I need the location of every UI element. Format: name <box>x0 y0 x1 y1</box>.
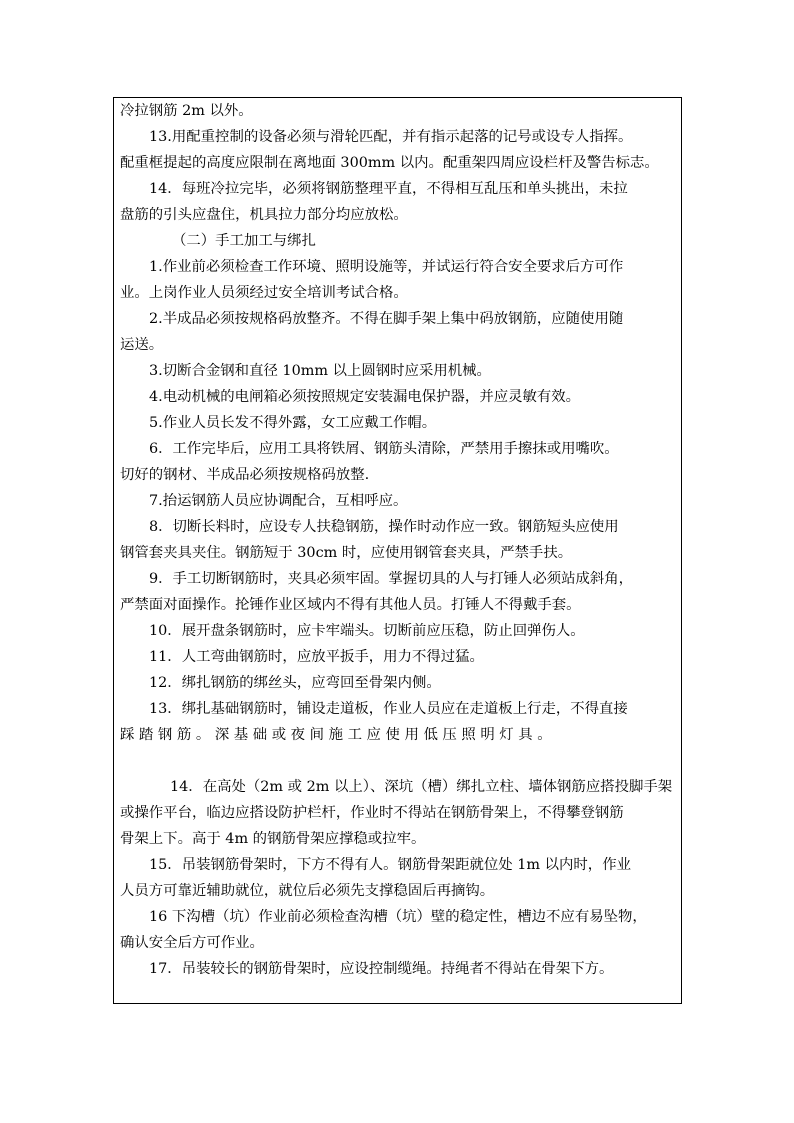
text-line: 确认安全后方可作业。 <box>120 935 264 951</box>
text-line: 16 下沟槽（坑）作业前必须检查沟槽（坑）壁的稳定性，槽边不应有易坠物， <box>149 909 647 925</box>
text-line: 12．绑扎钢筋的绑丝头，应弯回至骨架内侧。 <box>149 675 441 691</box>
text-line: 切好的钢材、半成品必须按规格码放整. <box>120 467 370 483</box>
text-line: 人员方可靠近辅助就位，就位后必须先支撑稳固后再摘钩。 <box>120 883 495 899</box>
text-line: 13.用配重控制的设备必须与滑轮匹配，并有指示起落的记号或设专人指挥。 <box>149 129 633 145</box>
text-line: 8．切断长料时，应设专人扶稳钢筋，操作时动作应一致。钢筋短头应使用 <box>149 519 619 535</box>
text-line: 配重框提起的高度应限制在离地面 300mm 以内。配重架四周应设栏杆及警告标志。 <box>120 155 659 171</box>
text-line: 冷拉钢筋 2m 以外。 <box>120 103 253 119</box>
text-line: 17．吊装较长的钢筋骨架时，应设控制缆绳。持绳者不得站在骨架下方。 <box>149 961 614 977</box>
text-line: 严禁面对面操作。抡锤作业区域内不得有其他人员。打锤人不得戴手套。 <box>120 597 581 613</box>
text-line: 6．工作完毕后，应用工具将铁屑、钢筋头清除，严禁用手擦抹或用嘴吹。 <box>149 441 619 457</box>
text-line: 15．吊装钢筋骨架时，下方不得有人。钢筋骨架距就位处 1m 以内时，作业 <box>149 857 631 873</box>
blank-line <box>120 748 676 774</box>
section-heading: （二）手工加工与绑扎 <box>172 233 316 249</box>
text-line: 骨架上下。高于 4m 的钢筋骨架应撑稳或拉牢。 <box>120 831 426 847</box>
text-line: 盘筋的引头应盘住，机具拉力部分均应放松。 <box>120 207 408 223</box>
text-line: 10．展开盘条钢筋时，应卡牢端头。切断前应压稳，防止回弹伤人。 <box>149 623 585 639</box>
text-line: 钢管套夹具夹住。钢筋短于 30cm 时，应使用钢管套夹具，严禁手扶。 <box>120 545 573 561</box>
text-line: 9．手工切断钢筋时，夹具必须牢固。掌握切具的人与打锤人必须站成斜角， <box>149 571 634 587</box>
text-line: 7.抬运钢筋人员应协调配合，互相呼应。 <box>149 493 408 509</box>
document-frame <box>113 97 682 1004</box>
text-line: 2.半成品必须按规格码放整齐。不得在脚手架上集中码放钢筋，应随使用随 <box>149 311 624 327</box>
text-line: 14．在高处（2m 或 2m 以上）、深坑（槽）绑扎立柱、墙体钢筋应搭投脚手架 <box>170 779 673 795</box>
text-line: 1.作业前必须检查工作环境、照明设施等，并试运行符合安全要求后方可作 <box>149 259 624 275</box>
text-line: 踩 踏 钢 筋 。 深 基 础 或 夜 间 施 工 应 使 用 低 压 照 明 灯 具 。 <box>120 727 552 743</box>
text-line: 13．绑扎基础钢筋时，铺设走道板，作业人员应在走道板上行走，不得直接 <box>149 701 628 717</box>
text-line: 4.电动机械的电闸箱必须按照规定安装漏电保护器，并应灵敏有效。 <box>149 389 581 405</box>
text-line: 运送。 <box>120 337 164 353</box>
text-line: 5.作业人员长发不得外露，女工应戴工作帽。 <box>149 415 437 431</box>
document-body <box>120 98 676 982</box>
text-line: 或操作平台，临边应搭设防护栏杆，作业时不得站在钢筋骨架上，不得攀登钢筋 <box>120 805 624 821</box>
text-line: 业。上岗作业人员须经过安全培训考试合格。 <box>120 285 408 301</box>
text-line: 3.切断合金钢和直径 10mm 以上圆钢时应采用机械。 <box>149 363 491 379</box>
text-line: 14．每班冷拉完毕，必须将钢筋整理平直，不得相互乱压和单头挑出，未拉 <box>149 181 628 197</box>
text-line: 11．人工弯曲钢筋时，应放平扳手，用力不得过猛。 <box>149 649 484 665</box>
